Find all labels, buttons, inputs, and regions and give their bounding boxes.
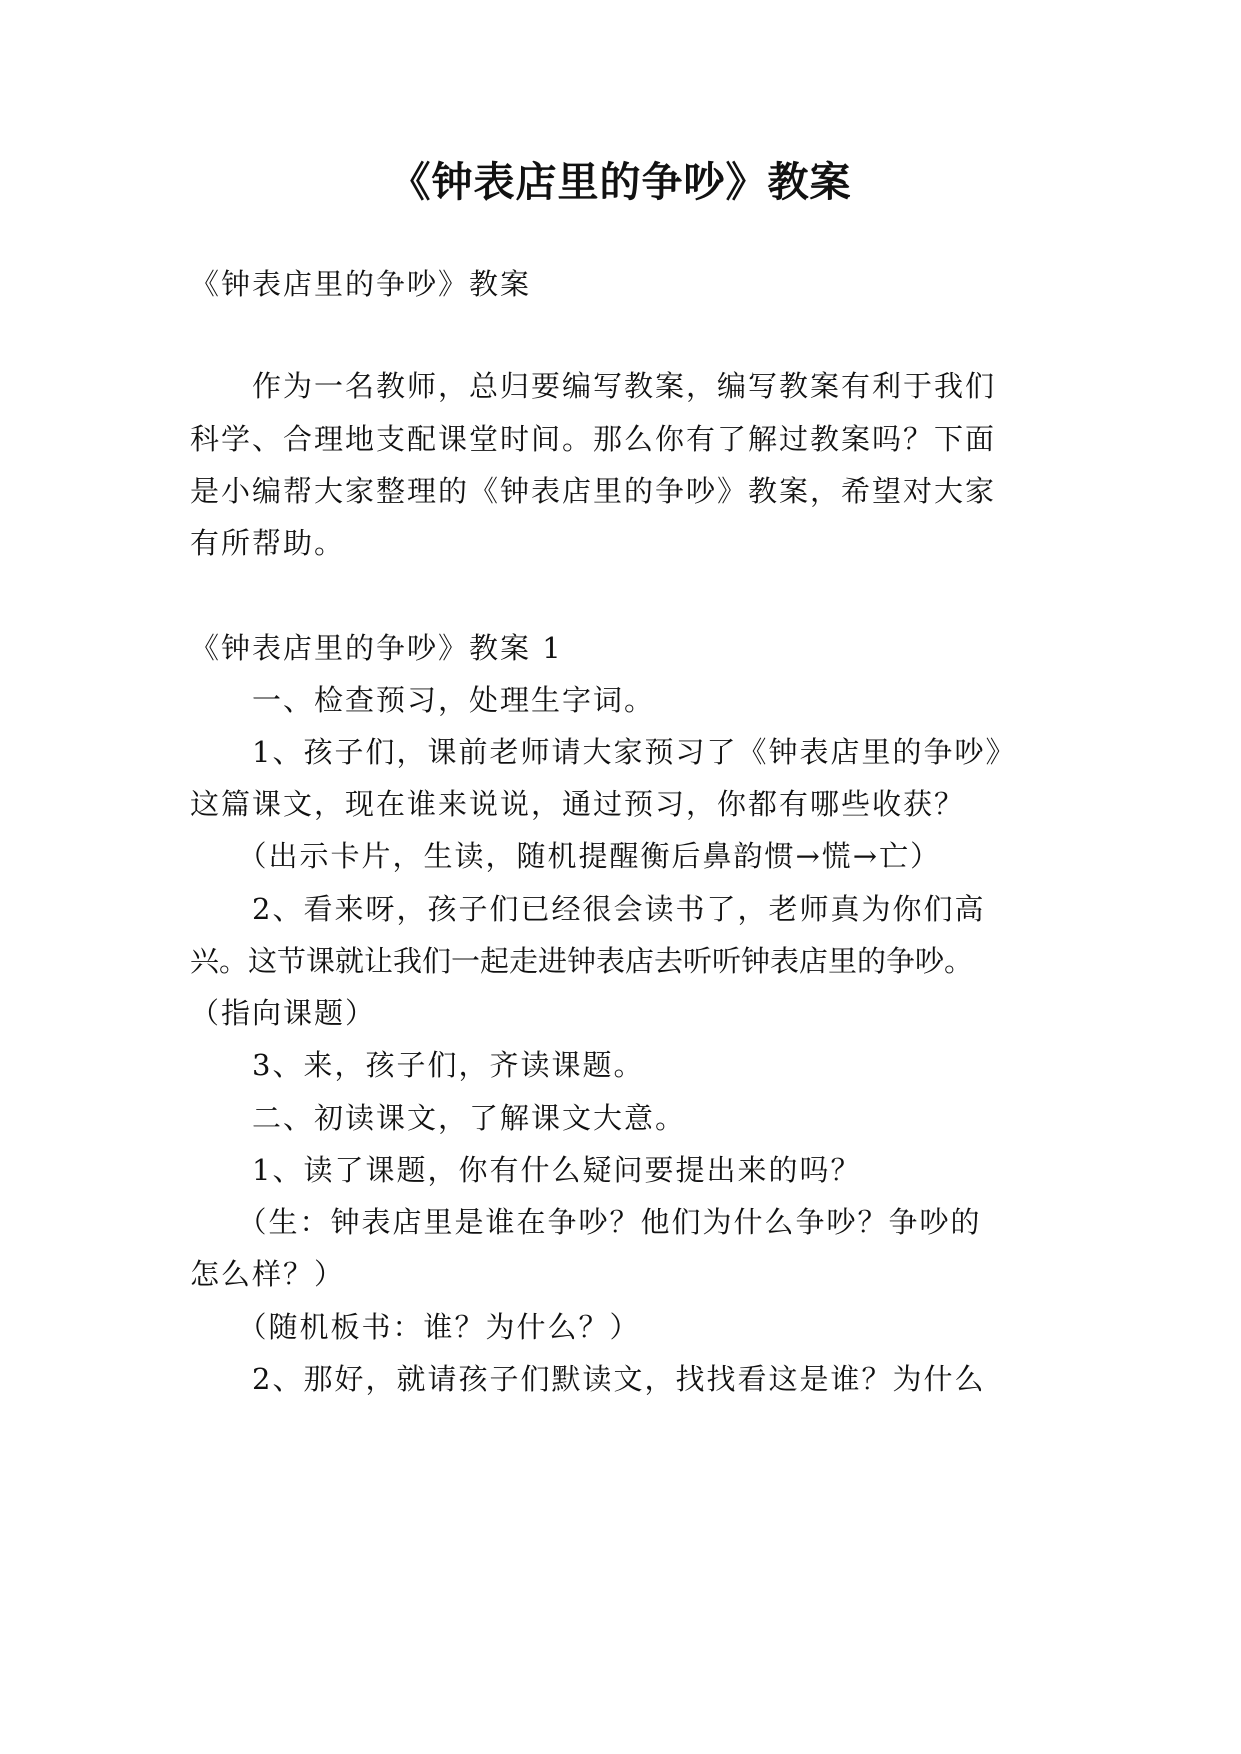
body-line: 1、孩子们，课前老师请大家预习了《钟表店里的争吵》 [190,735,1017,769]
body-line: 怎么样？） [190,1257,346,1291]
body-line: 2、看来呀，孩子们已经很会读书了，老师真为你们高 [190,892,986,926]
body-line: （随机板书：谁？为什么？） [190,1310,641,1344]
body-line: 3、来，孩子们，齐读课题。 [190,1048,645,1082]
section-heading: 《钟表店里的争吵》教案 1 [190,631,563,665]
document-subtitle: 《钟表店里的争吵》教案 [190,267,532,301]
intro-line: 是小编帮大家整理的《钟表店里的争吵》教案，希望对大家 [190,474,997,508]
body-line: 1、读了课题，你有什么疑问要提出来的吗？ [190,1153,862,1187]
body-line: 二、初读课文，了解课文大意。 [190,1101,687,1135]
document-title: 《钟表店里的争吵》教案 [389,158,852,206]
intro-line: 有所帮助。 [190,526,346,560]
body-line: 一、检查预习，处理生字词。 [190,683,656,717]
intro-line: 科学、合理地支配课堂时间。那么你有了解过教案吗？下面 [190,422,997,456]
intro-line: 作为一名教师，总归要编写教案，编写教案有利于我们 [190,369,997,403]
body-line: （生：钟表店里是谁在争吵？他们为什么争吵？争吵的 [190,1205,982,1239]
body-line: 这篇课文，现在谁来说说，通过预习，你都有哪些收获？ [190,787,966,821]
body-line: （出示卡片，生读，随机提醒衡后鼻韵惯→慌→亡） [190,839,942,873]
body-line: 2、那好，就请孩子们默读文，找找看这是谁？为什么 [190,1362,986,1396]
body-line: 兴。这节课就让我们一起走进钟表店去听听钟表店里的争吵。 [190,944,974,978]
body-line: （指向课题） [190,996,377,1030]
